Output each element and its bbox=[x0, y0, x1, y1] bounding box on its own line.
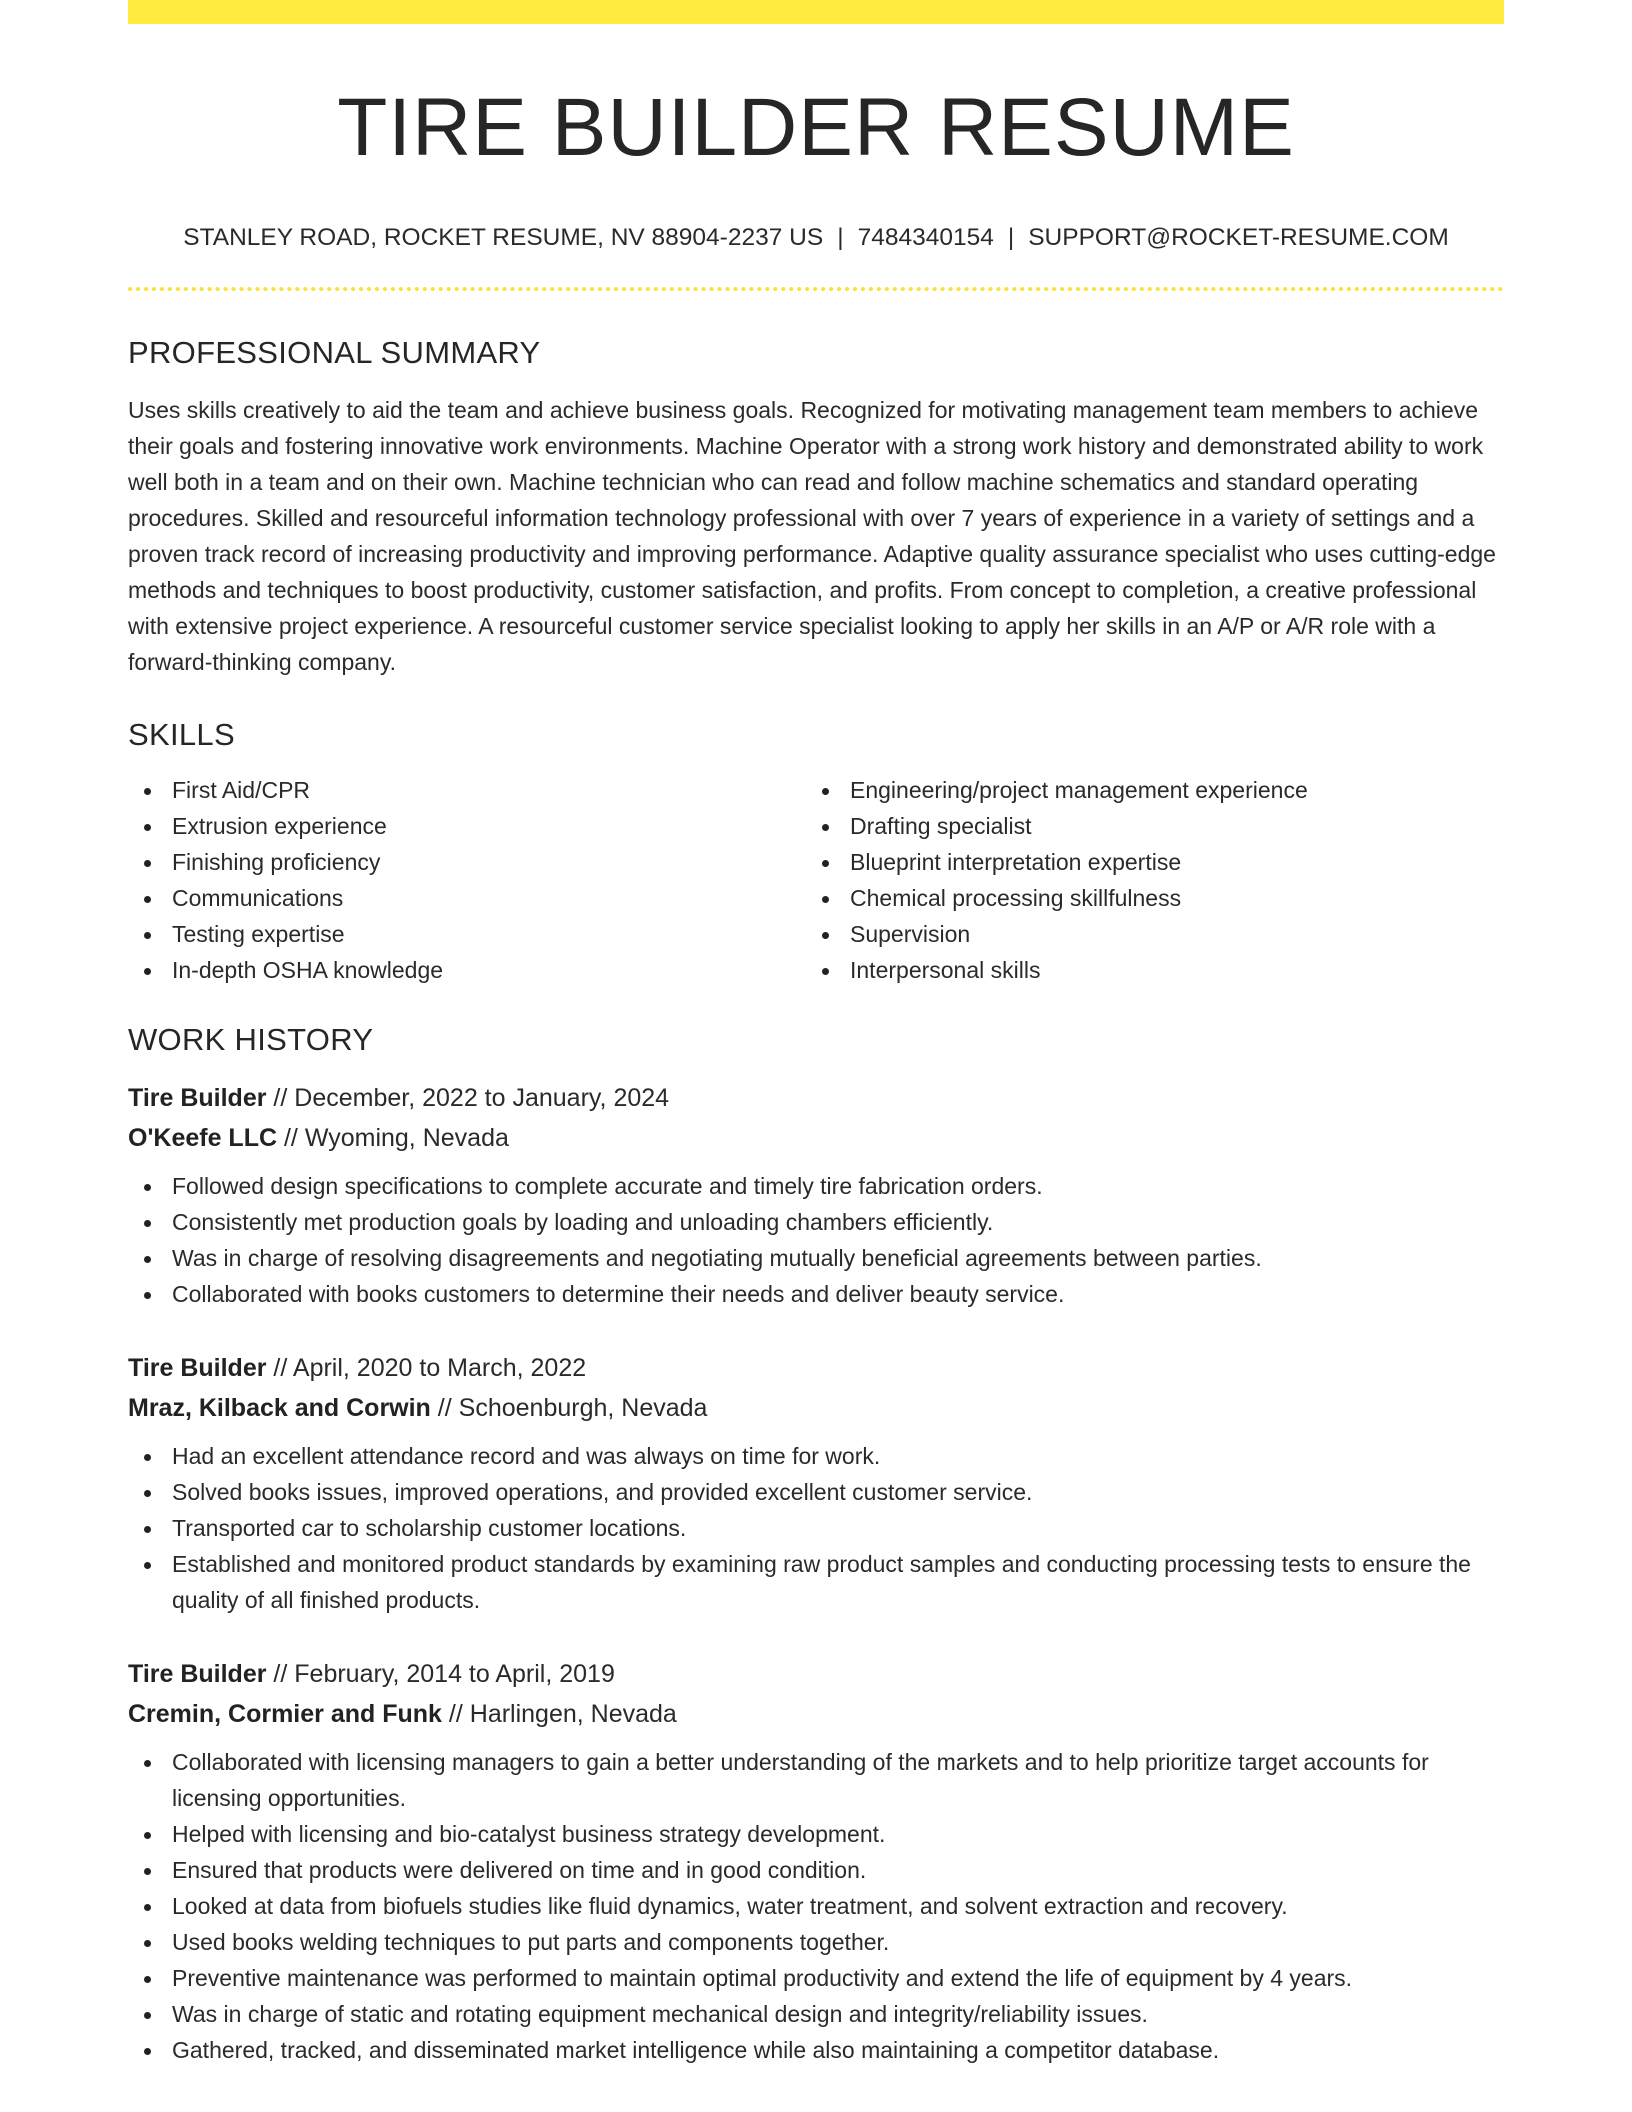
job-entry bbox=[128, 1654, 1504, 2068]
skill-item: First Aid/CPR bbox=[128, 772, 806, 808]
resume-page bbox=[128, 0, 1504, 2068]
job-company-line bbox=[128, 1118, 1504, 1158]
job-bullet: Collaborated with licensing managers to gain a better understanding of the markets and to help prioritize target accounts for licensing opportunities. bbox=[128, 1744, 1504, 1816]
job-location: Wyoming, Nevada bbox=[304, 1124, 509, 1153]
job-company: Cremin, Cormier and Funk bbox=[128, 1700, 442, 1729]
job-title: Tire Builder bbox=[128, 1084, 267, 1113]
skill-item: Chemical processing skillfulness bbox=[806, 880, 1484, 916]
job-separator: // bbox=[437, 1394, 452, 1423]
job-entry bbox=[128, 1348, 1504, 1618]
job-bullet: Ensured that products were delivered on time and in good condition. bbox=[128, 1852, 1504, 1888]
job-bullet: Gathered, tracked, and disseminated market intelligence while also maintaining a competitor database. bbox=[128, 2032, 1504, 2068]
work-history-heading: WORK HISTORY bbox=[128, 1021, 374, 1057]
email: SUPPORT@ROCKET-RESUME.COM bbox=[1028, 224, 1449, 252]
job-bullet: Used books welding techniques to put parts and components together. bbox=[128, 1924, 1504, 1960]
skills-heading: SKILLS bbox=[128, 716, 235, 752]
job-bullet: Transported car to scholarship customer locations. bbox=[128, 1510, 1504, 1546]
summary-text: Uses skills creatively to aid the team and achieve business goals. Recognized for motivating management team members to achieve their goals and fostering innovative work environments. Machine Operator with a strong work history and demonstrated ability to work well both in a team and on their own. Machine technician who can read and follow machine schematics and standard operating procedures. Skilled and resourceful information technology professional with over 7 years of experience in a variety of settings and a proven track record of increasing productivity and improving performance. Adaptive quality assurance specialist who uses cutting-edge methods and techniques to boost productivity, customer satisfaction, and profits. From concept to completion, a creative professional with extensive project experience. A resourceful customer service specialist looking to apply her skills in an A/P or A/R role with a forward-thinking company. bbox=[128, 396, 1496, 675]
job-location: Harlingen, Nevada bbox=[469, 1700, 677, 1729]
job-location: Schoenburgh, Nevada bbox=[458, 1394, 708, 1423]
job-company-line bbox=[128, 1694, 1504, 1734]
job-dates: February, 2014 to April, 2019 bbox=[294, 1660, 615, 1689]
job-bullet: Collaborated with books customers to determine their needs and deliver beauty service. bbox=[128, 1276, 1504, 1312]
job-separator: // bbox=[283, 1124, 298, 1153]
job-company: Mraz, Kilback and Corwin bbox=[128, 1394, 431, 1423]
skill-item: Blueprint interpretation expertise bbox=[806, 844, 1484, 880]
job-bullet: Had an excellent attendance record and was always on time for work. bbox=[128, 1438, 1504, 1474]
skills-list bbox=[128, 772, 1504, 988]
job-separator: // bbox=[273, 1084, 288, 1113]
phone: 7484340154 bbox=[857, 224, 994, 252]
job-separator: // bbox=[448, 1700, 463, 1729]
job-separator: // bbox=[273, 1354, 288, 1383]
contact-separator: | bbox=[837, 224, 844, 252]
skills-column-left bbox=[128, 772, 806, 988]
skill-item: Finishing proficiency bbox=[128, 844, 806, 880]
summary-heading: PROFESSIONAL SUMMARY bbox=[128, 334, 541, 370]
job-bullet: Preventive maintenance was performed to maintain optimal productivity and extend the life of equipment by 4 years. bbox=[128, 1960, 1504, 1996]
job-bullet: Followed design specifications to complete accurate and timely tire fabrication orders. bbox=[128, 1168, 1504, 1204]
job-bullets bbox=[128, 1168, 1504, 1312]
skill-item: Interpersonal skills bbox=[806, 952, 1484, 988]
job-title-line bbox=[128, 1348, 1504, 1388]
job-title: Tire Builder bbox=[128, 1660, 267, 1689]
skill-item: Testing expertise bbox=[128, 916, 806, 952]
skill-item: Communications bbox=[128, 880, 806, 916]
job-bullet: Solved books issues, improved operations, and provided excellent customer service. bbox=[128, 1474, 1504, 1510]
job-title-line bbox=[128, 1654, 1504, 1694]
address: STANLEY ROAD, ROCKET RESUME, NV 88904-2237 US bbox=[183, 224, 824, 252]
job-bullets bbox=[128, 1744, 1504, 2068]
dotted-divider bbox=[128, 287, 1504, 291]
job-bullet: Was in charge of resolving disagreements and negotiating mutually beneficial agreements between parties. bbox=[128, 1240, 1504, 1276]
job-title-line bbox=[128, 1078, 1504, 1118]
skill-item: Extrusion experience bbox=[128, 808, 806, 844]
contact-separator: | bbox=[1007, 224, 1015, 252]
job-company-line bbox=[128, 1388, 1504, 1428]
skill-item: In-depth OSHA knowledge bbox=[128, 952, 806, 988]
skills-column-right bbox=[806, 772, 1484, 988]
job-bullets bbox=[128, 1438, 1504, 1618]
job-bullet: Was in charge of static and rotating equipment mechanical design and integrity/reliability issues. bbox=[128, 1996, 1504, 2032]
job-bullet: Looked at data from biofuels studies like fluid dynamics, water treatment, and solvent extraction and recovery. bbox=[128, 1888, 1504, 1924]
job-dates: December, 2022 to January, 2024 bbox=[294, 1084, 670, 1113]
job-bullet: Established and monitored product standards by examining raw product samples and conducting processing tests to ensure the quality of all finished products. bbox=[128, 1546, 1504, 1618]
top-accent-bar bbox=[128, 0, 1504, 24]
skill-item: Supervision bbox=[806, 916, 1484, 952]
job-company: O'Keefe LLC bbox=[128, 1124, 278, 1153]
job-bullet: Helped with licensing and bio-catalyst business strategy development. bbox=[128, 1816, 1504, 1852]
skill-item: Drafting specialist bbox=[806, 808, 1484, 844]
job-dates: April, 2020 to March, 2022 bbox=[292, 1354, 587, 1383]
job-separator: // bbox=[273, 1660, 288, 1689]
job-bullet: Consistently met production goals by loading and unloading chambers efficiently. bbox=[128, 1204, 1504, 1240]
skill-item: Engineering/project management experience bbox=[806, 772, 1484, 808]
job-entry bbox=[128, 1078, 1504, 1312]
contact-line bbox=[128, 223, 1504, 252]
resume-title: TIRE BUILDER RESUME bbox=[337, 82, 1295, 173]
job-title: Tire Builder bbox=[128, 1354, 267, 1383]
